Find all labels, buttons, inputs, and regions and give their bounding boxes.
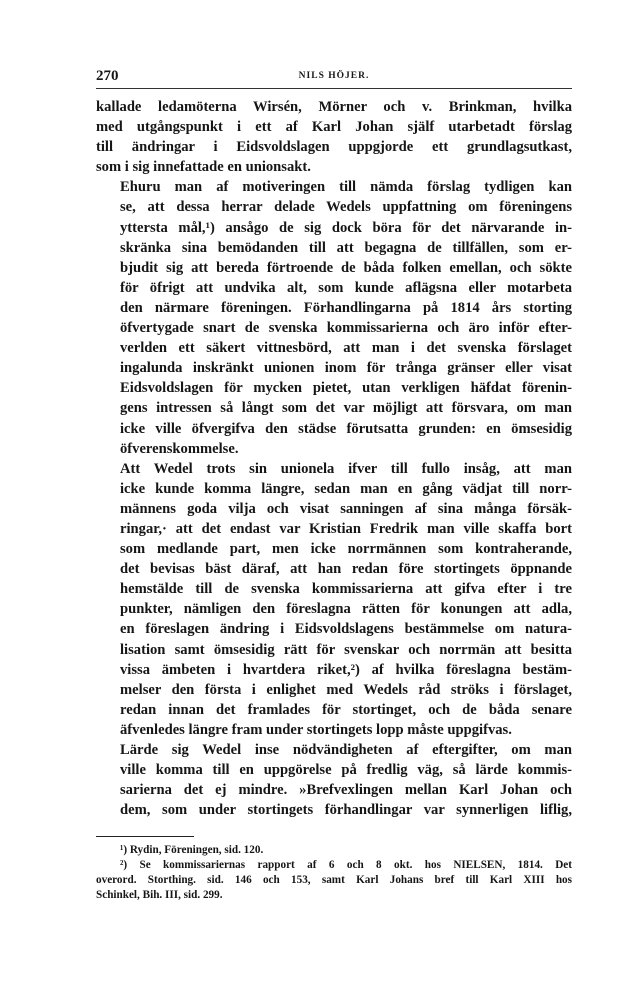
paragraph-4	[96, 740, 572, 820]
text-line: den närmare föreningen. Förhandlingarna på 1814 års storting	[120, 299, 572, 316]
text-line: en föreslagen ändring i Eidsvoldslagens bestämmelse om natura-	[120, 621, 572, 638]
text-line: ville komma till en uppgörelse på fredlig väg, så lärde kommis-	[120, 762, 572, 779]
text-line: melser den första i enlighet med Wedels råd ströks i förslaget,	[120, 681, 572, 698]
page-number: 270	[96, 68, 119, 84]
text-line: icke ville öfvergifva den städse förutsatta grunden: en ömsesidig	[120, 420, 572, 437]
text-line: öfvertygade snart de svenska kommissarierna och äro inför efter-	[120, 320, 572, 337]
text-line: som medlande part, men icke norrmännen som kontraherande,	[120, 541, 572, 558]
text-line: bjudit sig att bereda förtroende de båda folken emellan, och sökte	[120, 259, 572, 276]
book-page	[96, 66, 572, 903]
text-line: yttersta mål,¹) ansågo de sig dock böra för det närvarande in-	[120, 219, 572, 236]
text-line: Ehuru man af motiveringen till nämda förslag tydligen kan	[120, 179, 572, 196]
text-line: redan innan det framlades för stortinget, och de båda senare	[120, 701, 572, 718]
body-text	[96, 97, 572, 820]
text-line: vissa ämbeten i hvartdera riket,²) af hvilka föreslagna bestäm-	[120, 661, 572, 678]
text-line: Lärde sig Wedel inse nödvändigheten af eftergifter, om man	[120, 742, 572, 758]
text-line: ringar,· att det endast var Kristian Fredrik man ville skaffa bort	[120, 520, 572, 537]
text-line: öfverenskommelse.	[120, 440, 239, 457]
text-line: till ändringar i Eidsvoldslagen uppgjorde ett grundlagsutkast,	[96, 139, 572, 156]
text-line: gens intressen så långt som det var möjligt att försvara, om man	[120, 400, 572, 417]
text-line: äfvenledes längre fram under stortingets lopp måste uppgifvas.	[120, 721, 512, 738]
text-line: Eidsvoldslagen för mycken pietet, utan verkligen häfdat förenin-	[120, 380, 572, 397]
text-line: som i sig innefattade en unionsakt.	[96, 159, 311, 176]
text-line: männens goda vilja och visat sanningen af sina många försäk-	[120, 500, 572, 517]
text-line: verlden ett säkert vittnesbörd, att man i det svenska förslaget	[120, 340, 572, 357]
paragraph-1	[96, 97, 572, 177]
text-line: dem, som under stortingets förhandlingar var synnerligen liflig,	[120, 802, 572, 819]
text-line: Att Wedel trots sin unionela ifver till fullo insåg, att man	[120, 460, 572, 477]
footnote-2-line: overord. Storthing. sid. 146 och 153, samt Karl Johans bref till Karl XIII hos	[96, 874, 572, 887]
footnote-2-line: ²) Se kommissariernas rapport af 6 och 8 okt. hos NIELSEN, 1814. Det	[120, 859, 572, 872]
text-line: det bevisas bäst däraf, att han redan före stortingets öppnande	[120, 561, 572, 578]
footnote-1: ¹) Rydin, Föreningen, sid. 120.	[120, 844, 264, 857]
text-line: skränka sina bemödanden till att begagna de tillfällen, som er-	[120, 239, 572, 256]
text-line: hemstälde till de svenska kommissarierna att gifva efter i tre	[120, 581, 572, 598]
footnotes	[96, 843, 572, 903]
text-line: med utgångspunkt i ett af Karl Johan själf utarbetadt förslag	[96, 119, 572, 136]
text-line: punkter, nämligen den föreslagna rätten för konungen att adla,	[120, 601, 572, 618]
paragraph-3	[96, 459, 572, 740]
text-line: sarierna det ej mindre. »Brefvexlingen mellan Karl Johan och	[120, 782, 572, 799]
text-line: icke kunde komma längre, sedan man en gång vädjat till norr-	[120, 480, 572, 497]
paragraph-2	[96, 177, 572, 458]
footnote-rule	[96, 836, 194, 837]
text-line: se, att dessa herrar delade Wedels uppfattning om föreningens	[120, 199, 572, 216]
text-line: kallade ledamöterna Wirsén, Mörner och v. Brinkman, hvilka	[96, 99, 572, 115]
page-header	[96, 66, 572, 89]
text-line: lisation samt ömsesidig rätt för svenskar och norrmän att besitta	[120, 641, 572, 658]
running-head: NILS HÖJER.	[298, 71, 370, 81]
footnote-2-line: Schinkel, Bih. III, sid. 299.	[96, 889, 223, 902]
text-line: för öfrigt att undvika alt, som kunde aflägsna eller motarbeta	[120, 279, 572, 296]
text-line: ingalunda inskränkt unionen inom för trånga gränser eller visat	[120, 360, 572, 377]
